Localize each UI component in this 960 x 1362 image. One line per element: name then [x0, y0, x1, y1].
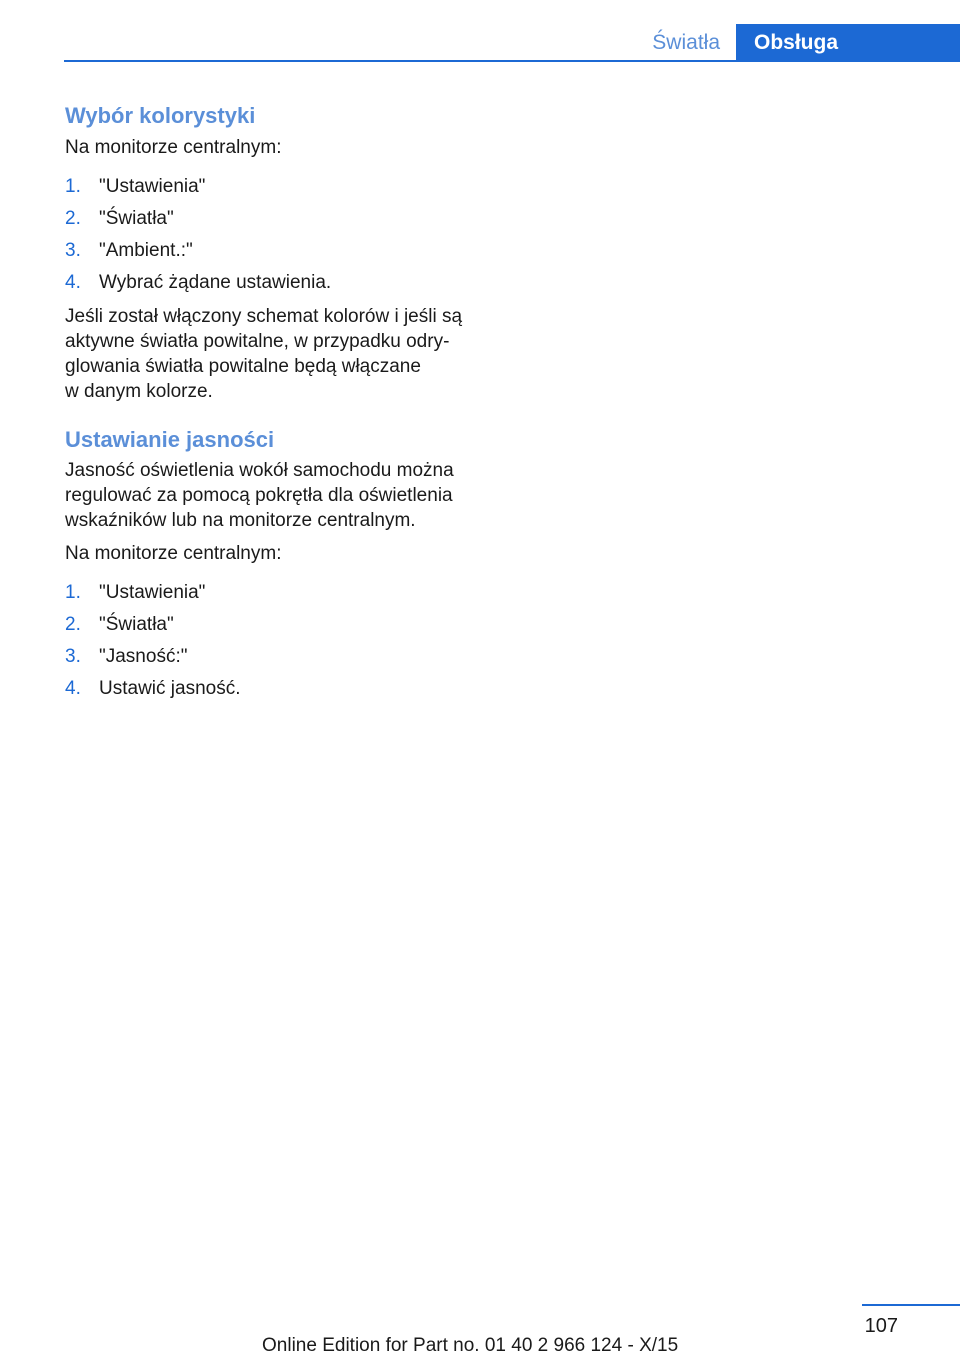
- steps-list: [65, 580, 485, 708]
- step-number: 4.: [65, 272, 81, 293]
- list-item: [65, 206, 485, 238]
- step-text: "Ambient.:": [99, 240, 193, 261]
- steps-list: [65, 174, 485, 302]
- step-number: 2.: [65, 614, 81, 635]
- header-rule: [64, 60, 960, 62]
- step-number: 2.: [65, 208, 81, 229]
- list-item: [65, 644, 485, 676]
- section-intro: Na monitorze centralnym:: [65, 137, 282, 158]
- text-line: wskaźników lub na monitorze centralnym.: [65, 510, 416, 531]
- text-line: Jasność oświetlenia wokół samochodu można: [65, 460, 454, 481]
- section-color-scheme: [65, 100, 485, 404]
- list-item: [65, 580, 485, 612]
- text-line: aktywne światła powitalne, w przypadku odry‐: [65, 331, 450, 352]
- list-item: [65, 238, 485, 270]
- section-body: [65, 458, 485, 533]
- footer-rule: [862, 1304, 960, 1306]
- list-item: [65, 612, 485, 644]
- step-number: 3.: [65, 240, 81, 261]
- header-chapter-tab: Obsługa: [736, 24, 960, 62]
- step-text: "Jasność:": [99, 646, 188, 667]
- header-section-label: Światła: [652, 31, 720, 54]
- page-number: 107: [864, 1315, 898, 1337]
- text-line: regulować za pomocą pokrętła dla oświetlenia: [65, 485, 453, 506]
- step-number: 4.: [65, 678, 81, 699]
- section-brightness: [65, 424, 485, 708]
- step-number: 3.: [65, 646, 81, 667]
- list-item: [65, 676, 485, 708]
- list-item: [65, 174, 485, 206]
- step-text: "Światła": [99, 614, 174, 635]
- list-item: [65, 270, 485, 302]
- section-title: Ustawianie jasności: [65, 427, 275, 452]
- text-line: glowania światła powitalne będą włączane: [65, 356, 421, 377]
- section-intro: Na monitorze centralnym:: [65, 543, 282, 564]
- text-line: w danym kolorze.: [65, 381, 213, 402]
- step-number: 1.: [65, 176, 81, 197]
- text-line: Jeśli został włączony schemat kolorów i jeśli są: [65, 306, 463, 327]
- step-text: "Ustawienia": [99, 176, 206, 197]
- step-text: Ustawić jasność.: [99, 678, 241, 699]
- step-text: "Światła": [99, 208, 174, 229]
- edition-note: Online Edition for Part no. 01 40 2 966 124 - X/15: [262, 1335, 679, 1356]
- section-note: [65, 304, 485, 404]
- page-content: [65, 100, 485, 708]
- step-text: Wybrać żądane ustawienia.: [99, 272, 332, 293]
- step-number: 1.: [65, 582, 81, 603]
- section-title: Wybór kolorystyki: [65, 103, 256, 128]
- step-text: "Ustawienia": [99, 582, 206, 603]
